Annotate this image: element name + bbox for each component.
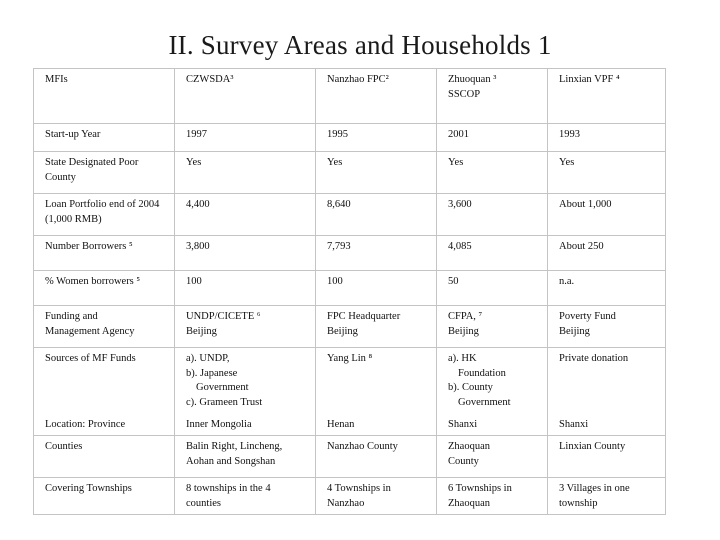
survey-table <box>33 68 666 515</box>
row-label: Loan Portfolio end of 2004 (1,000 RMB) <box>34 194 175 236</box>
table-row <box>34 124 666 152</box>
table-row <box>34 271 666 306</box>
table-row <box>34 236 666 271</box>
table-cell: Nanzhao County <box>316 436 437 478</box>
table-cell: Zhaoquan County <box>437 436 548 478</box>
table-cell: a). HK Foundation b). County Government Shanxi <box>437 348 548 436</box>
table-cell: 7,793 <box>316 236 437 271</box>
header-cell-czwsda: CZWSDA³ <box>175 69 316 124</box>
table-cell: 8 townships in the 4 counties <box>175 478 316 515</box>
table-row <box>34 306 666 348</box>
table-cell: Yang Lin ⁸ Henan <box>316 348 437 436</box>
table-cell: About 1,000 <box>548 194 666 236</box>
row-label: Number Borrowers ⁵ <box>34 236 175 271</box>
table-cell: 3 Villages in one township <box>548 478 666 515</box>
page-title: II. Survey Areas and Households 1 <box>168 30 552 60</box>
table-cell: 4 Townships in Nanzhao <box>316 478 437 515</box>
table-cell: 1993 <box>548 124 666 152</box>
table-row-sources <box>34 348 666 436</box>
table-cell: n.a. <box>548 271 666 306</box>
province-value: Inner Mongolia <box>186 418 252 430</box>
header-cell-nanzhao: Nanzhao FPC² <box>316 69 437 124</box>
row-label: Funding and Management Agency <box>34 306 175 348</box>
table-row <box>34 152 666 194</box>
table-cell: 6 Townships in Zhaoquan <box>437 478 548 515</box>
table-row <box>34 194 666 236</box>
table-cell: About 250 <box>548 236 666 271</box>
province-value: Shanxi <box>559 418 589 430</box>
table-row <box>34 436 666 478</box>
table-cell: a). UNDP, b). Japanese Government c). Grameen Trust Inner Mongolia <box>175 348 316 436</box>
table-cell: 8,640 <box>316 194 437 236</box>
header-cell-mfis: MFIs <box>34 69 175 124</box>
row-label: State Designated Poor County <box>34 152 175 194</box>
table-cell: Yes <box>548 152 666 194</box>
table-cell: 50 <box>437 271 548 306</box>
province-value: Henan <box>327 418 355 430</box>
sources-label: Sources of MF Funds <box>45 353 136 364</box>
header-cell-zhuoquan: Zhuoquan ³ SSCOP <box>437 69 548 124</box>
row-label: % Women borrowers ⁵ <box>34 271 175 306</box>
table-cell: 4,085 <box>437 236 548 271</box>
table-row <box>34 478 666 515</box>
table-cell: Poverty Fund Beijing <box>548 306 666 348</box>
table-cell: 4,400 <box>175 194 316 236</box>
table-cell: FPC Headquarter Beijing <box>316 306 437 348</box>
table-cell: UNDP/CICETE ⁶ Beijing <box>175 306 316 348</box>
province-label: Location: Province <box>45 418 126 430</box>
table-cell: Yes <box>175 152 316 194</box>
table-header-row <box>34 69 666 124</box>
table-cell: 1997 <box>175 124 316 152</box>
table-cell: Yes <box>437 152 548 194</box>
table-cell: 100 <box>316 271 437 306</box>
row-label: Start-up Year <box>34 124 175 152</box>
table-cell: 100 <box>175 271 316 306</box>
table-cell: Linxian County <box>548 436 666 478</box>
table-cell: 3,800 <box>175 236 316 271</box>
table-cell: CFPA, ⁷ Beijing <box>437 306 548 348</box>
row-label: Counties <box>34 436 175 478</box>
table-cell: 2001 <box>437 124 548 152</box>
table-cell: Private donation Shanxi <box>548 348 666 436</box>
province-value: Shanxi <box>448 418 478 430</box>
row-label: Covering Townships <box>34 478 175 515</box>
table-cell: Yes <box>316 152 437 194</box>
table-cell: Balin Right, Lincheng, Aohan and Songshan <box>175 436 316 478</box>
table-cell: 3,600 <box>437 194 548 236</box>
header-cell-linxian: Linxian VPF ⁴ <box>548 69 666 124</box>
row-label <box>34 348 175 436</box>
table-cell: 1995 <box>316 124 437 152</box>
